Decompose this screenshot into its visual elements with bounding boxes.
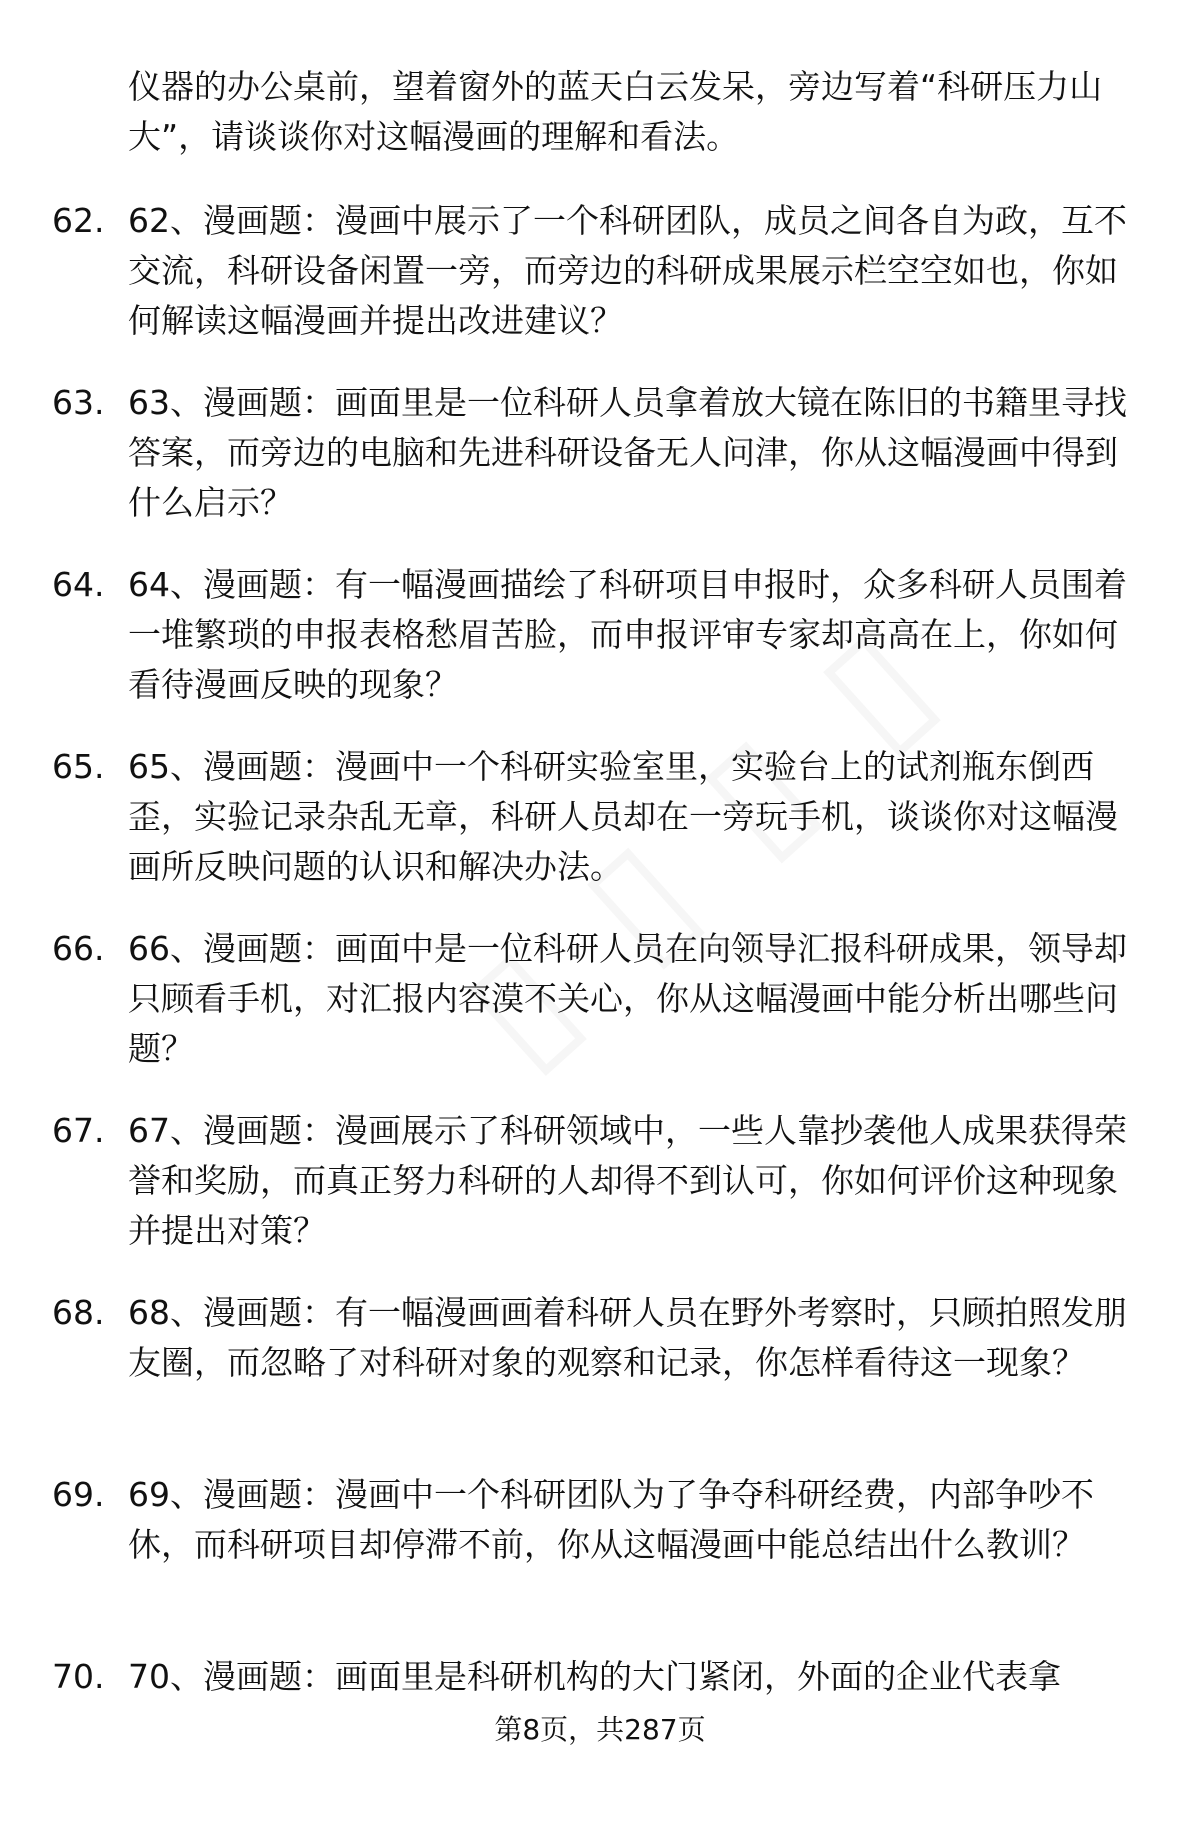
question-item-65 [0, 742, 1200, 924]
continued-question-text: 仪器的办公桌前，望着窗外的蓝天白云发呆，旁边写着“科研压力山大”，请谈谈你对这幅漫画的理解和看法。 [128, 67, 1103, 156]
question-number: 62. [52, 201, 105, 240]
page-footer: 第8页，共287页 [494, 1713, 706, 1746]
question-number: 64. [52, 565, 105, 604]
question-text: 62、漫画题：漫画中展示了一个科研团队，成员之间各自为政，互不交流，科研设备闲置一旁，而旁边的科研成果展示栏空空如也，你如何解读这幅漫画并提出改进建议？ [128, 201, 1127, 340]
question-item-68 [0, 1288, 1200, 1470]
question-number: 70. [52, 1657, 105, 1696]
question-text: 67、漫画题：漫画展示了科研领域中，一些人靠抄袭他人成果获得荣誉和奖励，而真正努力科研的人却得不到认可，你如何评价这种现象并提出对策？ [128, 1111, 1127, 1250]
question-number: 66. [52, 929, 105, 968]
question-item-69 [0, 1470, 1200, 1652]
question-item-66 [0, 924, 1200, 1106]
question-text: 70、漫画题：画面里是科研机构的大门紧闭，外面的企业代表拿 [128, 1657, 1061, 1696]
question-text: 64、漫画题：有一幅漫画描绘了科研项目申报时，众多科研人员围着一堆繁琐的申报表格愁眉苦脸，而申报评审专家却高高在上，你如何看待漫画反映的现象？ [128, 565, 1127, 704]
question-item-63 [0, 378, 1200, 560]
question-list [0, 196, 1200, 1834]
question-item-67 [0, 1106, 1200, 1288]
question-text: 68、漫画题：有一幅漫画画着科研人员在野外考察时，只顾拍照发朋友圈，而忽略了对科研对象的观察和记录，你怎样看待这一现象？ [128, 1293, 1127, 1382]
question-text: 63、漫画题：画面里是一位科研人员拿着放大镜在陈旧的书籍里寻找答案，而旁边的电脑和先进科研设备无人问津，你从这幅漫画中得到什么启示？ [128, 383, 1127, 522]
question-number: 63. [52, 383, 105, 422]
question-item-62 [0, 196, 1200, 378]
question-number: 69. [52, 1475, 105, 1514]
question-item-64 [0, 560, 1200, 742]
question-text: 65、漫画题：漫画中一个科研实验室里，实验台上的试剂瓶东倒西歪，实验记录杂乱无章，科研人员却在一旁玩手机，谈谈你对这幅漫画所反映问题的认识和解决办法。 [128, 747, 1118, 886]
question-text: 66、漫画题：画面中是一位科研人员在向领导汇报科研成果，领导却只顾看手机，对汇报内容漠不关心，你从这幅漫画中能分析出哪些问题？ [128, 929, 1127, 1068]
question-number: 68. [52, 1293, 105, 1332]
question-text: 69、漫画题：漫画中一个科研团队为了争夺科研经费，内部争吵不休，而科研项目却停滞不前，你从这幅漫画中能总结出什么教训？ [128, 1475, 1094, 1564]
question-number: 65. [52, 747, 105, 786]
question-number: 67. [52, 1111, 105, 1150]
